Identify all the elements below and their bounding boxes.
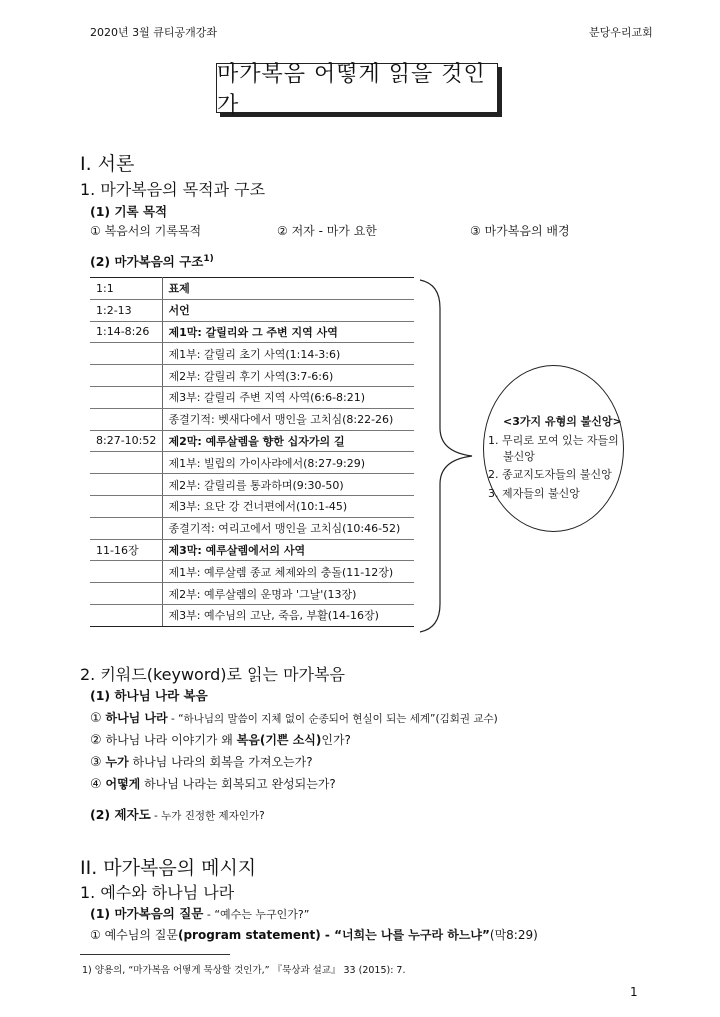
structure-row bbox=[90, 278, 414, 300]
structure-row bbox=[90, 561, 414, 583]
structure-text: 제3부: 갈릴리 주변 지역 사역(6:6-8:21) bbox=[162, 386, 414, 408]
structure-ref: 1:2-13 bbox=[90, 299, 162, 321]
program-post: (막8:29) bbox=[489, 928, 538, 942]
sub2-bold: (2) 제자도 bbox=[90, 807, 151, 822]
structure-text: 제1막: 갈릴리와 그 주변 지역 사역 bbox=[162, 321, 414, 343]
kw4-num: ④ bbox=[90, 777, 102, 792]
keywords-sub1: (1) 하나님 나라 복음 bbox=[90, 688, 208, 703]
structure-ref bbox=[90, 604, 162, 626]
header-left: 2020년 3월 큐티공개강좌 bbox=[90, 26, 217, 39]
page-number: 1 bbox=[630, 985, 638, 999]
unbelief-item-1: 1. 무리로 모여 있는 자들의 bbox=[488, 434, 619, 447]
unbelief-item-2: 2. 종교지도자들의 불신앙 bbox=[488, 468, 612, 481]
kw3-num: ③ bbox=[90, 755, 102, 770]
program-bold: (program statement) - “너희는 나를 누구라 하느냐” bbox=[177, 928, 490, 942]
kw3-bold: 누가 bbox=[105, 755, 129, 769]
unbelief-title: <3가지 유형의 불신앙> bbox=[503, 415, 622, 428]
structure-row bbox=[90, 474, 414, 496]
structure-row bbox=[90, 299, 414, 321]
program-pre: ① 예수님의 질문 bbox=[90, 928, 178, 942]
section-1-heading: I. 서론 bbox=[80, 153, 135, 175]
purpose-item-2: ② 저자 - 마가 요한 bbox=[277, 224, 377, 238]
structure-text: 제2부: 갈릴리를 통과하며(9:30-50) bbox=[162, 474, 414, 496]
section-2-heading: II. 마가복음의 메시지 bbox=[80, 857, 257, 879]
structure-ref bbox=[90, 343, 162, 365]
structure-ref: 11-16장 bbox=[90, 539, 162, 561]
kw2-post: 인가? bbox=[321, 733, 351, 747]
unbelief-item-1-cont: 불신앙 bbox=[503, 450, 535, 463]
section-1-1-heading: 1. 마가복음의 목적과 구조 bbox=[80, 180, 266, 199]
structure-row bbox=[90, 408, 414, 430]
kw1-rest: - “하나님의 말씀이 지체 없이 순종되어 현실이 되는 세계”(김회권 교수) bbox=[167, 713, 498, 725]
structure-text: 제1부: 갈릴리 초기 사역(1:14-3:6) bbox=[162, 343, 414, 365]
header-right: 분당우리교회 bbox=[589, 26, 653, 39]
purpose-item-3: ③ 마가복음의 배경 bbox=[470, 224, 570, 238]
structure-row bbox=[90, 343, 414, 365]
structure-text: 제1부: 예루살렘 종교 체제와의 충돌(11-12장) bbox=[162, 561, 414, 583]
structure-ref bbox=[90, 583, 162, 605]
structure-ref bbox=[90, 474, 162, 496]
footnote-divider bbox=[80, 954, 230, 955]
kw2-bold: 복음(기쁜 소식) bbox=[236, 733, 322, 747]
structure-text: 종결기적: 여리고에서 맹인을 고치심(10:46-52) bbox=[162, 517, 414, 539]
structure-text: 제3부: 예수님의 고난, 죽음, 부활(14-16장) bbox=[162, 604, 414, 626]
structure-ref: 8:27-10:52 bbox=[90, 430, 162, 452]
keywords-heading: 2. 키워드(keyword)로 읽는 마가복음 bbox=[80, 665, 345, 684]
document-title: 마가복음 어떻게 읽을 것인가 bbox=[217, 62, 486, 118]
structure-row bbox=[90, 452, 414, 474]
structure-ref bbox=[90, 365, 162, 387]
structure-ref: 1:1 bbox=[90, 278, 162, 300]
structure-text: 제3부: 요단 강 건너편에서(10:1-45) bbox=[162, 495, 414, 517]
purpose-heading: (1) 기록 목적 bbox=[90, 204, 168, 219]
structure-row bbox=[90, 321, 414, 343]
kw1-bold: 하나님 나라 bbox=[105, 711, 168, 725]
unbelief-item-3: 3. 제자들의 불신앙 bbox=[488, 487, 580, 500]
structure-text: 종결기적: 벳새다에서 맹인을 고치심(8:22-26) bbox=[162, 408, 414, 430]
structure-text: 제3막: 예루살렘에서의 사역 bbox=[162, 539, 414, 561]
structure-row bbox=[90, 539, 414, 561]
structure-row bbox=[90, 517, 414, 539]
structure-ref bbox=[90, 561, 162, 583]
keyword-line-3 bbox=[90, 753, 313, 770]
structure-ref bbox=[90, 452, 162, 474]
question-line bbox=[90, 904, 309, 922]
structure-row bbox=[90, 386, 414, 408]
structure-text: 제2부: 예루살렘의 운명과 '그날'(13장) bbox=[162, 583, 414, 605]
structure-ref: 1:14-8:26 bbox=[90, 321, 162, 343]
section-2-1-heading: 1. 예수와 하나님 나라 bbox=[80, 883, 235, 902]
structure-text: 제2부: 갈릴리 후기 사역(3:7-6:6) bbox=[162, 365, 414, 387]
structure-ref bbox=[90, 408, 162, 430]
structure-row bbox=[90, 604, 414, 626]
kw2-num: ② bbox=[90, 733, 102, 748]
footnote: 1) 양용의, “마가복음 어떻게 묵상할 것인가,” 『묵상과 설교』 33 (2015): 7. bbox=[82, 965, 406, 976]
curly-brace bbox=[410, 278, 490, 638]
kw1-num: ① bbox=[90, 711, 102, 726]
program-line bbox=[90, 926, 538, 943]
question-bold: (1) 마가복음의 질문 bbox=[90, 906, 204, 921]
structure-text: 표제 bbox=[162, 278, 414, 300]
structure-heading bbox=[90, 252, 214, 270]
structure-ref bbox=[90, 517, 162, 539]
structure-heading-text: (2) 마가복음의 구조 bbox=[90, 254, 204, 269]
kw4-bold: 어떻게 bbox=[105, 777, 141, 791]
structure-row bbox=[90, 430, 414, 452]
keyword-line-4 bbox=[90, 775, 336, 792]
kw3-rest: 하나님 나라의 회복을 가져오는가? bbox=[128, 755, 313, 769]
structure-row bbox=[90, 495, 414, 517]
question-rest: - “예수는 누구인가?” bbox=[203, 908, 310, 921]
sub2-rest: - 누가 진정한 제자인가? bbox=[150, 810, 265, 822]
keyword-line-2 bbox=[90, 731, 351, 748]
footnote-ref: 1) bbox=[203, 253, 214, 264]
structure-ref bbox=[90, 386, 162, 408]
structure-ref bbox=[90, 495, 162, 517]
kw2-pre: 하나님 나라 이야기가 왜 bbox=[105, 733, 237, 747]
structure-row bbox=[90, 583, 414, 605]
structure-text: 제1부: 빌립의 가이사랴에서(8:27-9:29) bbox=[162, 452, 414, 474]
keyword-line-1 bbox=[90, 709, 498, 726]
kw4-rest: 하나님 나라는 회복되고 완성되는가? bbox=[140, 777, 336, 791]
structure-text: 서언 bbox=[162, 299, 414, 321]
structure-text: 제2막: 예루살렘을 향한 십자가의 길 bbox=[162, 430, 414, 452]
structure-row bbox=[90, 365, 414, 387]
purpose-item-1: ① 복음서의 기록목적 bbox=[90, 224, 202, 238]
keywords-sub2 bbox=[90, 805, 265, 823]
title-box bbox=[216, 62, 498, 118]
structure-table bbox=[90, 277, 414, 627]
